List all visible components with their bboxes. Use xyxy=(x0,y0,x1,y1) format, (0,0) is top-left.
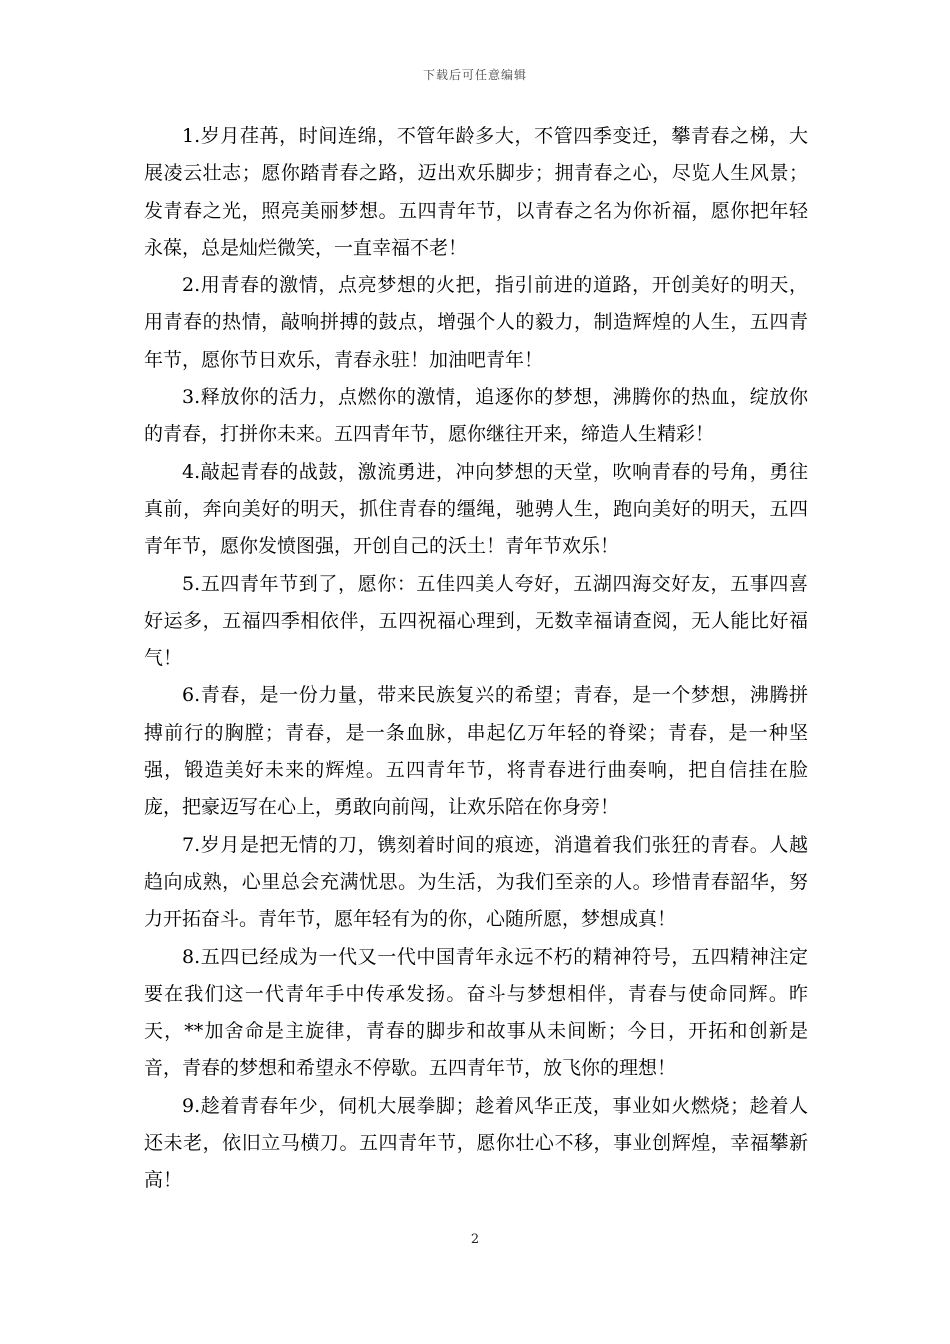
paragraph-2: 2.用青春的激情，点亮梦想的火把，指引前进的道路，开创美好的明天，用青春的热情，敲响拼搏的鼓点，增强个人的毅力，制造辉煌的人生，五四青年节，愿你节日欢乐，青春永驻！加油吧青年！ xyxy=(144,274,808,371)
page-number: 2 xyxy=(470,1232,480,1247)
paragraph-5: 5.五四青年节到了，愿你：五佳四美人夸好，五湖四海交好友，五事四喜好运多，五福四季相依伴，五四祝福心理到，无数幸福请查阅，无人能比好福气！ xyxy=(144,572,808,670)
page-header: 下载后可任意编辑 xyxy=(422,68,527,82)
paragraph-7: 7.岁月是把无情的刀，镌刻着时间的痕迹，消遣着我们张狂的青春。人越趋向成熟，心里总会充满忧思。为生活，为我们至亲的人。珍惜青春韶华，努力开拓奋斗。青年节，愿年轻有为的你，心随所愿，梦想成真！ xyxy=(144,833,808,931)
paragraph-4: 4.敲起青春的战鼓，激流勇进，冲向梦想的天堂，吹响青春的号角，勇往真前，奔向美好的明天，抓住青春的缰绳，驰骋人生，跑向美好的明天，五四青年节，愿你发愤图强，开创自己的沃土！青年节欢乐！ xyxy=(144,460,808,558)
paragraph-3: 3.释放你的活力，点燃你的激情，追逐你的梦想，沸腾你的热血，绽放你的青春，打拼你未来。五四青年节，愿你继往开来，缔造人生精彩！ xyxy=(144,386,808,446)
paragraph-9: 9.趁着青春年少，伺机大展拳脚；趁着风华正茂，事业如火燃烧；趁着人还未老，依旧立马横刀。五四青年节，愿你壮心不移，事业创辉煌，幸福攀新高！ xyxy=(144,1094,808,1192)
paragraph-1: 1.岁月荏苒，时间连绵，不管年龄多大，不管四季变迁，攀青春之梯，大展凌云壮志；愿你踏青春之路，迈出欢乐脚步；拥青春之心，尽览人生风景；发青春之光，照亮美丽梦想。五四青年节，以青春之名为你祈福，愿你把年轻永葆，总是灿烂微笑，一直幸福不老！ xyxy=(144,125,808,259)
paragraph-8: 8.五四已经成为一代又一代中国青年永远不朽的精神符号，五四精神注定要在我们这一代青年手中传承发扬。奋斗与梦想相伴，青春与使命同辉。昨天，**加舍命是主旋律，青春的脚步和故事从未间断；今日，开拓和创新是音，青春的梦想和希望永不停歇。五四青年节，放飞你的理想！ xyxy=(144,945,808,1080)
paragraph-6: 6.青春，是一份力量，带来民族复兴的希望；青春，是一个梦想，沸腾拼搏前行的胸膛；青春，是一条血脉，串起亿万年轻的脊梁；青春，是一种坚强，锻造美好未来的辉煌。五四青年节，将青春进行曲奏响，把自信挂在脸庞，把豪迈写在心上，勇敢向前闯，让欢乐陪在你身旁！ xyxy=(144,684,808,819)
document-body xyxy=(144,118,808,1200)
